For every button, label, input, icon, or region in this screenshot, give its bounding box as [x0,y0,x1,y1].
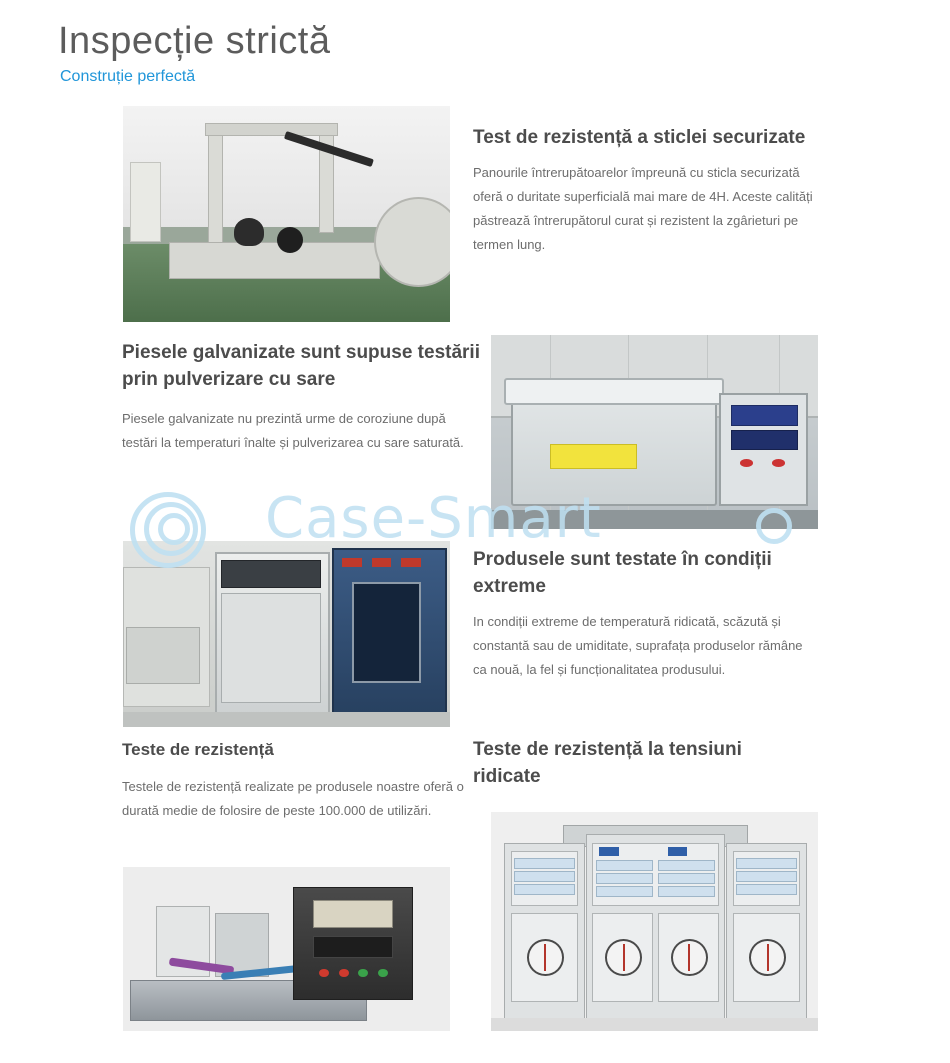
section-body: In condiții extreme de temperatură ridicată, scăzută și constantă sau de umiditate, suprafața produselor rămâne ca nouă, la fel și funcționalitatea produsului. [473,614,803,677]
section-extreme-conditions [473,546,818,682]
section-body: Piesele galvanizate nu prezintă urme de coroziune după testări la temperaturi înalte și pulverizarea cu sare saturată. [122,411,464,450]
section-title: Teste de rezistență [122,740,274,759]
section-endurance [122,736,467,823]
page-subtitle: Construție perfectă [60,68,196,85]
section-title: Produsele sunt testate în condiții extreme [473,549,772,597]
section-title: Piesele galvanizate sunt supuse testării prin pulverizare cu sare [122,342,480,390]
section-title: Test de rezistență a sticlei securizate [473,127,806,148]
climate-chamber-photo [123,541,450,727]
page-header [58,18,331,86]
section-body: Panourile întrerupătoarelor împreună cu sticla securizată oferă o duritate superficială mai mare de 4H. Aceste calități păstrează întrerupătorul curat și rezistent la zgârieturi pe termen lung. [473,165,813,252]
high-voltage-test-rack-photo [491,812,818,1031]
salt-spray-chamber-photo [491,335,818,529]
section-high-voltage [473,736,803,800]
section-body: Testele de rezistență realizate pe produsele noastre oferă o durată medie de folosire de peste 100.000 de utilizări. [122,779,464,818]
section-title: Teste de rezistență la tensiuni ridicate [473,739,742,787]
scratch-hardness-test-machine-photo [123,106,450,322]
page-title: Inspecție strictă [58,20,331,62]
section-glass-resistance [473,124,813,257]
watermark-text: Case-Smart [265,486,602,551]
section-salt-spray [122,339,482,455]
endurance-test-machine-photo [123,867,450,1031]
